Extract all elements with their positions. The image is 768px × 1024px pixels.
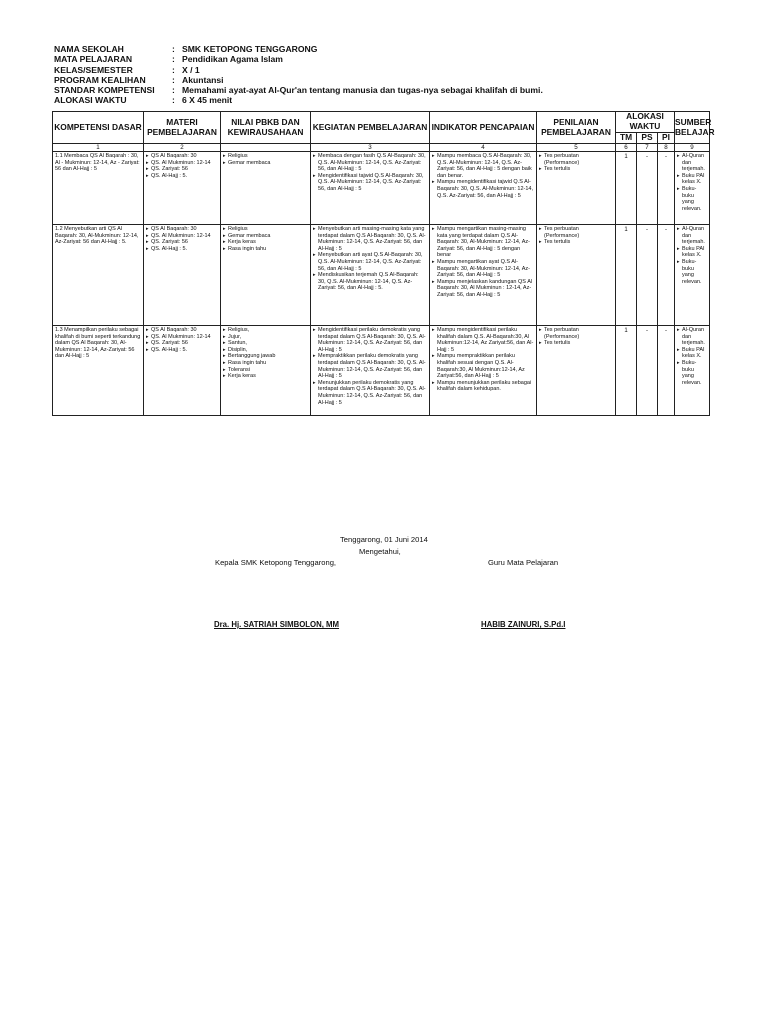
nilai-item: ▸ Gemar membaca bbox=[223, 160, 308, 167]
sumber-item: ▸ Al-Quran dan terjemah. bbox=[677, 226, 707, 246]
sumber-item: ▸ Al-Quran dan terjemah. bbox=[677, 153, 707, 173]
header-label: NAMA SEKOLAH bbox=[54, 44, 124, 54]
indikator-item: ▸ Mampu mengidentifikasi perilaku khalifah dalam Q.S. Al-Baqarah:30, Al Mukminun:12-14, Az Zariyat:56, dan Al-Hajj : 5 bbox=[432, 327, 534, 353]
kegiatan-cell bbox=[311, 326, 430, 416]
header-penilaian: PENILAIAN PEMBELAJARAN bbox=[537, 112, 616, 144]
materi-item: ▸ QS. Al-Hajj : 5. bbox=[146, 173, 218, 180]
column-number: 2 bbox=[144, 144, 221, 152]
header-label: ALOKASI WAKTU bbox=[54, 95, 127, 106]
kegiatan-item: ▸ Mendiskusikan terjemah Q.S Al-Baqarah: 30, Q.S. Al-Mukminun: 12-14, Q.S. Az-Zariyat: 56, dan Al-Hajj : 5. bbox=[313, 272, 427, 292]
kegiatan-item: ▸ Menyebutkan arti masing-masing kata yang terdapat dalam Q.S Al-Baqarah: 30, Q.S. Al-Mukminun: 12-14, Q.S. Az-Zariyat: 56, dan Al-Hajj : 5 bbox=[313, 226, 427, 252]
header-separator: : bbox=[172, 64, 175, 75]
syllabus-table bbox=[52, 111, 715, 416]
pi-cell: - bbox=[658, 225, 675, 326]
kegiatan-item: ▸ Mempraktikkan perilaku demokratis yang terdapat dalam Q.S Al-Baqarah: 30, Q.S. Al-Mukminun: 12-14, Q.S. Az-Zariyat: 56, dan Al-Hajj : 5 bbox=[313, 353, 427, 379]
signature-right-title: Guru Mata Pelajaran bbox=[488, 558, 559, 567]
ps-cell: - bbox=[637, 152, 658, 225]
sumber-item: ▸ Buku PAI kelas X. bbox=[677, 347, 707, 360]
signature-right-name: HABIB ZAINURI, S.Pd.I bbox=[481, 620, 566, 629]
kegiatan-item: ▸ Mengidentifikasi tajwid Q.S Al-Baqarah: 30, Q.S. Al-Mukminun: 12-14, Q.S. Az-Zariyat: 56, dan Al-Hajj : 5 bbox=[313, 173, 427, 193]
column-number: 3 bbox=[311, 144, 430, 152]
header-tm: TM bbox=[616, 133, 637, 144]
signature-left-name: Dra. Hj. SATRIAH SIMBOLON, MM bbox=[214, 620, 340, 629]
header-separator: : bbox=[172, 74, 175, 85]
nilai-cell bbox=[221, 225, 311, 326]
column-number: 9 bbox=[675, 144, 710, 152]
header-value: SMK KETOPONG TENGGARONG bbox=[182, 44, 318, 54]
tm-cell: 1 bbox=[616, 225, 637, 326]
nilai-item: ▸ Religius, bbox=[223, 327, 308, 334]
kegiatan-item: ▸ Menyebutkan arti ayat Q.S Al-Baqarah: 30, Q.S. Al-Mukminun: 12-14, Q.S. Az-Zariyat: 56, dan Al-Hajj : 5 bbox=[313, 252, 427, 272]
sumber-item: ▸ Buku-buku yang relevan. bbox=[677, 360, 707, 386]
header-kompetensi-dasar: KOMPETENSI DASAR bbox=[53, 112, 144, 144]
indikator-item: ▸ Mampu menunjukkan perilaku sebagai khalifah dalam kehidupan. bbox=[432, 380, 534, 393]
header-value: Pendidikan Agama Islam bbox=[182, 54, 283, 65]
table-row bbox=[53, 225, 710, 326]
signature-place-date: Tenggarong, 01 Juni 2014 bbox=[340, 535, 428, 544]
indikator-cell bbox=[430, 225, 537, 326]
kompetensi-dasar-cell: 1.2 Menyebutkan arti QS Al Baqarah: 30, Al-Mukminun: 12-14, Az-Zariyat: 56 dan Al-Hajj : 5. bbox=[53, 225, 144, 326]
materi-item: ▸ QS. Al Mukminun: 12-14 bbox=[146, 233, 218, 240]
header-separator: : bbox=[172, 85, 175, 96]
nilai-item: ▸ Santun, bbox=[223, 340, 308, 347]
penilaian-cell bbox=[537, 326, 616, 416]
indikator-cell bbox=[430, 326, 537, 416]
indikator-item: ▸ Mampu membaca Q.S Al-Baqarah: 30, Q.S. Al-Mukminun: 12-14, Q.S. Az-Zariyat: 56, dan Al-Hajj : 5 dengan baik dan benar. bbox=[432, 153, 534, 179]
kompetensi-dasar-cell: 1.3 Menampilkan perilaku sebagai khalifah di bumi seperti terkandung dalam QS Al Baqarah: 30, Al-Mukminun: 12-14, Az-Zariyat: 56 dan Al-Hajj : 5 bbox=[53, 326, 144, 416]
nilai-item: ▸ Rasa ingin tahu bbox=[223, 246, 308, 253]
column-number: 4 bbox=[430, 144, 537, 152]
header-label: MATA PELAJARAN bbox=[54, 54, 133, 65]
header-ps: PS bbox=[637, 133, 658, 144]
penilaian-item: ▸ Tes perbuatan (Performance) bbox=[539, 327, 613, 340]
header-separator: : bbox=[172, 95, 175, 106]
table-row bbox=[53, 152, 710, 225]
header-separator: : bbox=[172, 44, 175, 54]
sumber-item: ▸ Buku PAI kelas X. bbox=[677, 173, 707, 186]
materi-item: ▸ QS. Zariyat: 56 bbox=[146, 239, 218, 246]
pi-cell: - bbox=[658, 326, 675, 416]
indikator-item: ▸ Mampu mempraktikkan perilaku khalifah sesuai dengan Q.S. Al-Baqarah:30, Al Mukminun:12-14, Az Zariyat:56, dan Al-Hajj : 5 bbox=[432, 353, 534, 379]
sumber-cell bbox=[675, 326, 710, 416]
materi-item: ▸ QS. Zariyat: 56 bbox=[146, 340, 218, 347]
sumber-item: ▸ Al-Quran dan terjemah. bbox=[677, 327, 707, 347]
table-row bbox=[53, 326, 710, 416]
materi-cell bbox=[144, 152, 221, 225]
nilai-item: ▸ Bertanggung jawab bbox=[223, 353, 308, 360]
penilaian-item: ▸ Tes tertulis bbox=[539, 239, 613, 246]
ps-cell: - bbox=[637, 225, 658, 326]
sumber-item: ▸ Buku-buku yang relevan. bbox=[677, 259, 707, 285]
nilai-item: ▸ Toleransi bbox=[223, 367, 308, 374]
column-number: 5 bbox=[537, 144, 616, 152]
materi-item: ▸ QS Al Baqarah: 30 bbox=[146, 327, 218, 334]
header-indikator: INDIKATOR PENCAPAIAN bbox=[430, 112, 537, 144]
header-value: Memahami ayat-ayat Al-Qur'an tentang manusia dan tugas-nya sebagai khalifah di bumi. bbox=[182, 85, 543, 96]
header-row bbox=[54, 54, 543, 64]
header-label: KELAS/SEMESTER bbox=[54, 64, 133, 75]
header-label: STANDAR KOMPETENSI bbox=[54, 85, 155, 96]
kegiatan-cell bbox=[311, 225, 430, 326]
nilai-item: ▸ Religius bbox=[223, 226, 308, 233]
nilai-item: ▸ Jujur, bbox=[223, 334, 308, 341]
kegiatan-cell bbox=[311, 152, 430, 225]
indikator-item: ▸ Mampu mengartikan masing-masing kata yang terdapat dalam Q.S Al-Baqarah: 30, Al-Mukminun: 12-14, Az-Zariyat: 56, dan Al-Hajj : 5 dengan benar bbox=[432, 226, 534, 259]
header-row bbox=[54, 65, 543, 75]
ps-cell: - bbox=[637, 326, 658, 416]
signature-acknowledged: Mengetahui, bbox=[359, 547, 401, 556]
materi-cell bbox=[144, 225, 221, 326]
column-number bbox=[221, 144, 311, 152]
header-row bbox=[54, 95, 543, 105]
kegiatan-item: ▸ Menunjukkan perilaku demokratis yang terdapat dalam Q.S Al-Baqarah: 30, Q.S. Al-Mukminun: 12-14, Q.S. Az-Zariyat: 56, dan Al-Hajj : 5 bbox=[313, 380, 427, 406]
column-number: 1 bbox=[53, 144, 144, 152]
sumber-cell bbox=[675, 225, 710, 326]
materi-cell bbox=[144, 326, 221, 416]
materi-item: ▸ QS Al Baqarah: 30 bbox=[146, 226, 218, 233]
penilaian-item: ▸ Tes perbuatan (Performance) bbox=[539, 226, 613, 239]
materi-item: ▸ QS. Al-Hajj : 5. bbox=[146, 246, 218, 253]
nilai-item: ▸ Gemar membaca bbox=[223, 233, 308, 240]
tm-cell: 1 bbox=[616, 152, 637, 225]
header-value: Akuntansi bbox=[182, 74, 224, 85]
header-alokasi-waktu: ALOKASI WAKTU bbox=[616, 112, 675, 133]
header-value: X / 1 bbox=[182, 64, 200, 75]
header-pi: PI bbox=[658, 133, 675, 144]
penilaian-item: ▸ Tes tertulis bbox=[539, 166, 613, 173]
column-number: 8 bbox=[658, 144, 675, 152]
sumber-item: ▸ Buku-buku yang relevan. bbox=[677, 186, 707, 212]
materi-item: ▸ QS. Al-Hajj : 5. bbox=[146, 347, 218, 354]
nilai-item: ▸ Kerja keras bbox=[223, 239, 308, 246]
nilai-cell bbox=[221, 152, 311, 225]
pi-cell: - bbox=[658, 152, 675, 225]
column-number-row bbox=[53, 144, 710, 152]
indikator-cell bbox=[430, 152, 537, 225]
indikator-item: ▸ Mampu menjelaskan kandungan QS Al Baqarah: 30, Al Mukminun : 12-14, Az-Zariyat: 56, dan Al-Hajj : 5 bbox=[432, 279, 534, 299]
materi-item: ▸ QS Al Baqarah: 30 bbox=[146, 153, 218, 160]
nilai-item: ▸ Religius bbox=[223, 153, 308, 160]
header-separator: : bbox=[172, 54, 175, 65]
header-kegiatan: KEGIATAN PEMBELAJARAN bbox=[311, 112, 430, 144]
penilaian-cell bbox=[537, 225, 616, 326]
kompetensi-dasar-cell: 1.1 Membaca QS Al Baqarah : 30, Al - Mukminun: 12-14, Az - Zariyat: 56 dan Al-Hajj : 5 bbox=[53, 152, 144, 225]
indikator-item: ▸ Mampu mengartikan ayat Q.S Al-Baqarah: 30, Al-Mukminun: 12-14, Az-Zariyat: 56, dan Al-Hajj : 5 bbox=[432, 259, 534, 279]
nilai-item: ▸ Rasa ingin tahu bbox=[223, 360, 308, 367]
header-label: PROGRAM KEALIHAN bbox=[54, 74, 146, 85]
kegiatan-item: ▸ Membaca dengan fasih Q.S Al-Baqarah: 30, Q.S. Al-Mukminun: 12-14, Q.S. Az-Zariyat: 56, dan Al-Hajj : 5 bbox=[313, 153, 427, 173]
column-number: 6 bbox=[616, 144, 637, 152]
nilai-cell bbox=[221, 326, 311, 416]
sumber-item: ▸ Buku PAI kelas X. bbox=[677, 246, 707, 259]
nilai-item: ▸ Kerja keras bbox=[223, 373, 308, 380]
kegiatan-item: ▸ Mengidentifikasi perilaku demokratis yang terdapat dalam Q.S Al-Baqarah: 30, Q.S. Al-Mukminun: 12-14, Q.S. Az-Zariyat: 56, dan Al-Hajj : 5 bbox=[313, 327, 427, 353]
materi-item: ▸ QS. Zariyat: 56 bbox=[146, 166, 218, 173]
header-sumber-belajar: SUMBER BELAJAR bbox=[675, 112, 710, 144]
nilai-item: ▸ Disiplin, bbox=[223, 347, 308, 354]
header-value: 6 X 45 menit bbox=[182, 95, 233, 106]
signature-left-title: Kepala SMK Ketopong Tenggarong, bbox=[215, 558, 337, 567]
sumber-cell bbox=[675, 152, 710, 225]
penilaian-item: ▸ Tes tertulis bbox=[539, 340, 613, 347]
indikator-item: ▸ Mampu mengidentifikasi tajwid Q.S Al-Baqarah: 30, Q.S. Al-Mukminun: 12-14, Q.S. Az-Zariyat: 56, dan Al-Hajj : 5 bbox=[432, 179, 534, 199]
document-header bbox=[54, 44, 543, 106]
header-nilai: NILAI PBKB DAN KEWIRAUSAHAAN bbox=[221, 112, 311, 144]
header-row bbox=[54, 44, 543, 54]
column-number: 7 bbox=[637, 144, 658, 152]
tm-cell: 1 bbox=[616, 326, 637, 416]
header-row bbox=[54, 75, 543, 85]
materi-item: ▸ QS. Al Mukminun: 12-14 bbox=[146, 160, 218, 167]
header-materi: MATERI PEMBELAJARAN bbox=[144, 112, 221, 144]
header-row bbox=[54, 85, 543, 95]
penilaian-item: ▸ Tes perbuatan (Performance) bbox=[539, 153, 613, 166]
materi-item: ▸ QS. Al Mukminun: 12-14 bbox=[146, 334, 218, 341]
penilaian-cell bbox=[537, 152, 616, 225]
